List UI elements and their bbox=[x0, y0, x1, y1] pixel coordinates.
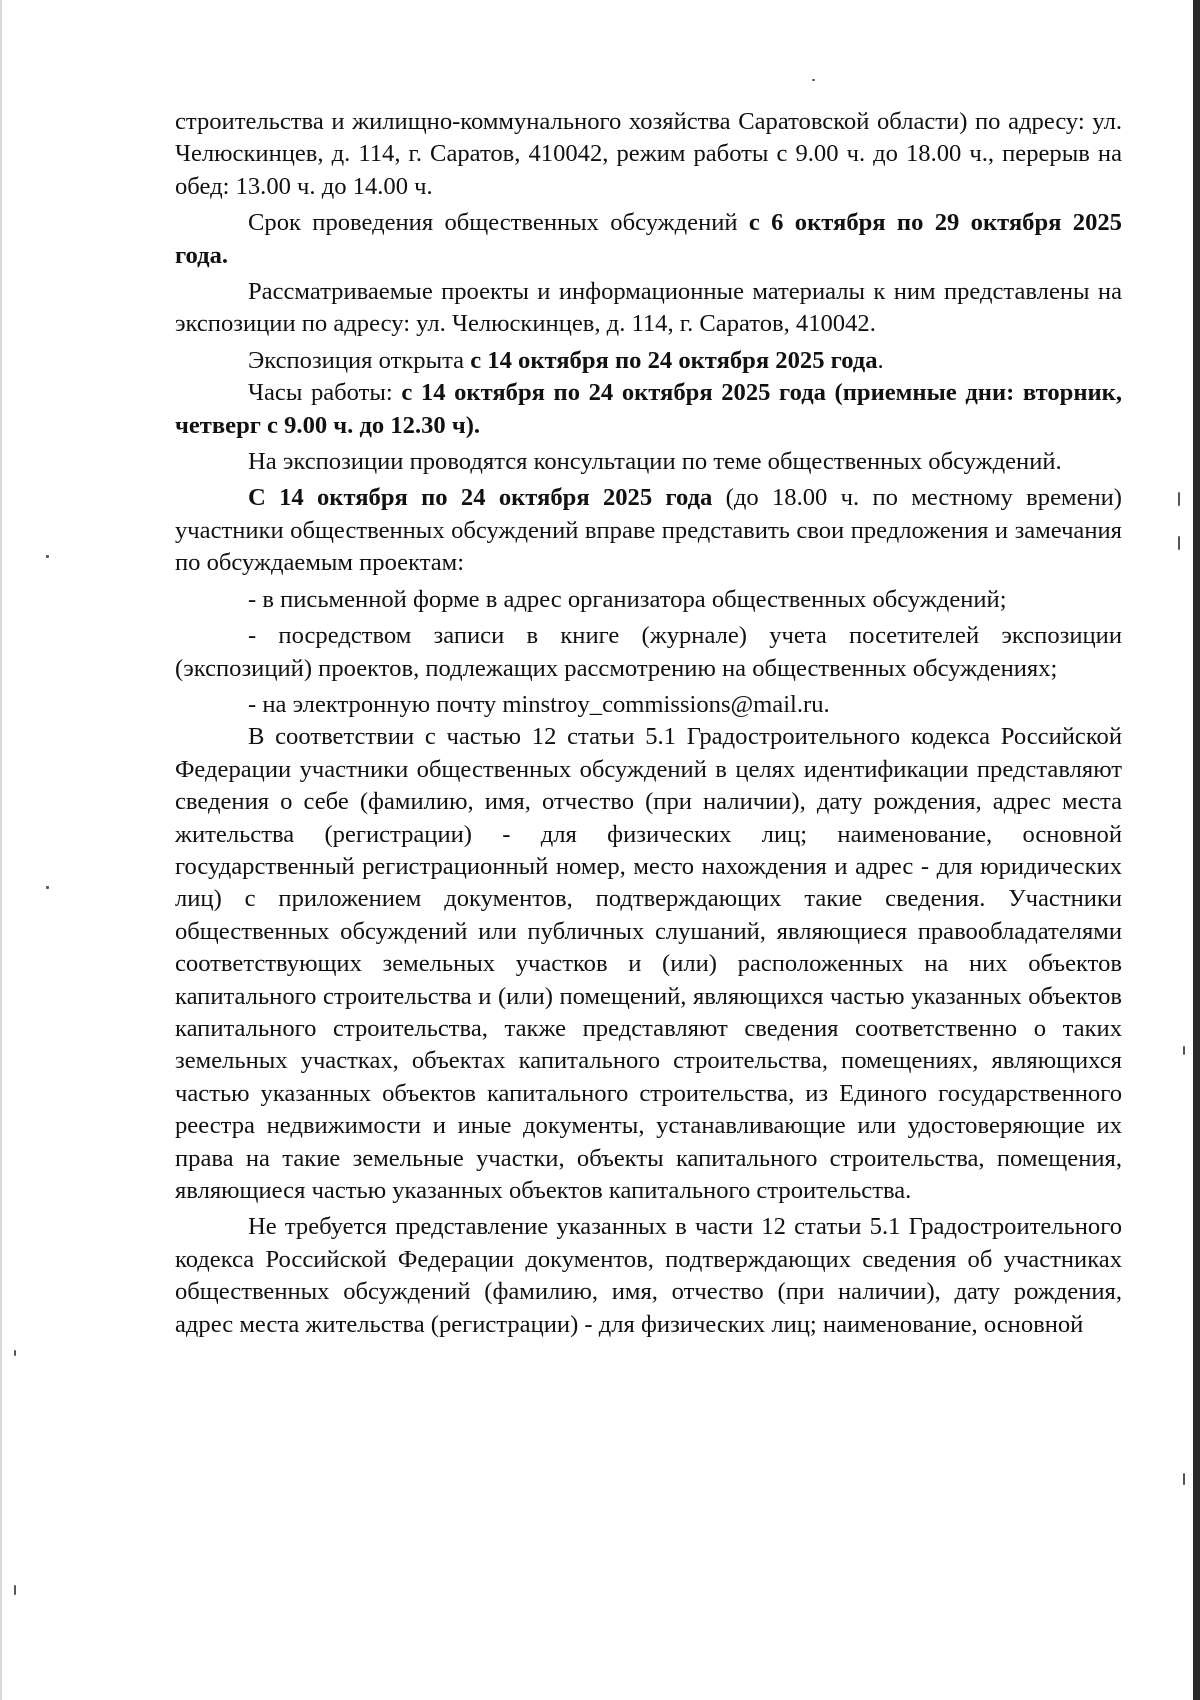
exposition-end: . bbox=[877, 346, 884, 374]
paragraph-consultations: На экспозиции проводятся консультации по теме общественных обсуждений. bbox=[248, 448, 1062, 476]
scan-speck bbox=[812, 79, 815, 81]
period-dates: с 6 октября по 29 октября 2025 года. bbox=[175, 209, 1122, 269]
paragraph-address: строительства и жилищно-коммунального хозяйства Саратовской области) по адресу: ул. Челюскинцев, д. 114, г. Саратов, 410042, режим работы с 9.00 ч. до 18.00 ч., перерыв на обед: 13.00 ч. до 14.00 ч. bbox=[175, 108, 1122, 200]
scan-speck bbox=[46, 886, 49, 889]
hours-dates: с 14 октября по 24 октября 2025 года (приемные дни: вторник, четверг с 9.00 ч. до 12.30 ч). bbox=[175, 379, 1122, 439]
paragraph-exposition bbox=[175, 345, 1122, 377]
scan-speck bbox=[1178, 492, 1180, 506]
paragraph-not-required: Не требуется представление указанных в части 12 статьи 5.1 Градостроительного кодекса Российской Федерации документов, подтверждающих сведения об участниках общественных обсуждений (фамилию, имя, отчество (при наличии), дату рождения, адрес места жительства (регистрации) - для физических лиц; наименование, основной bbox=[175, 1213, 1122, 1338]
scan-speck bbox=[1183, 1473, 1185, 1485]
scan-speck bbox=[1178, 536, 1180, 550]
scan-speck bbox=[14, 1350, 16, 1356]
period-text: Срок проведения общественных обсуждений bbox=[248, 209, 749, 237]
list-item-email: - на электронную почту minstroy_commissions@mail.ru. bbox=[248, 690, 830, 718]
scan-edge-right bbox=[1193, 0, 1200, 1700]
paragraph-hours bbox=[175, 377, 1122, 442]
scan-edge-left bbox=[0, 0, 2, 1700]
exposition-dates: с 14 октября по 24 октября 2025 года bbox=[470, 346, 878, 374]
list-item-journal: - посредством записи в книге (журнале) учета посетителей экспозиции (экспозиций) проектов, подлежащих рассмотрению на общественных обсуждениях; bbox=[175, 622, 1122, 682]
paragraph-identification: В соответствии с частью 12 статьи 5.1 Градостроительного кодекса Российской Федерации участники общественных обсуждений в целях идентификации представляют сведения о себе (фамилию, имя, отчество (при наличии), дату рождения, адрес места жительства (регистрации) - для физических лиц; наименование, основной государственный регистрационный номер, место нахождения и адрес - для юридических лиц) с приложением документов, подтверждающих такие сведения. Участники общественных обсуждений или публичных слушаний, являющиеся правообладателями соответствующих земельных участков и (или) расположенных на них объектов капитального строительства и (или) помещений, являющихся частью указанных объектов капитального строительства, также представляют сведения соответственно о таких земельных участках, объектах капитального строительства, помещениях, являющихся частью указанных объектов капитального строительства, из Единого государственного реестра недвижимости и иные документы, устанавливающие или удостоверяющие их права на такие земельные участки, объекты капитального строительства, помещения, являющиеся частью указанных объектов капитального строительства. bbox=[175, 723, 1122, 1204]
document-body bbox=[175, 106, 1122, 1341]
list-item-written: - в письменной форме в адрес организатора общественных обсуждений; bbox=[248, 585, 1007, 613]
scan-speck bbox=[1183, 1046, 1185, 1055]
paragraph-period bbox=[175, 207, 1122, 272]
scan-speck bbox=[46, 555, 49, 558]
exposition-text: Экспозиция открыта bbox=[248, 346, 471, 374]
proposals-text: (до 18.00 ч. по местному времени) участники общественных обсуждений вправе представить свои предложения и замечания по обсуждаемым проектам: bbox=[175, 484, 1122, 577]
scan-speck bbox=[14, 1585, 16, 1595]
hours-text: Часы работы: bbox=[248, 379, 402, 407]
paragraph-materials: Рассматриваемые проекты и информационные материалы к ним представлены на экспозиции по адресу: ул. Челюскинцев, д. 114, г. Саратов, 410042. bbox=[175, 278, 1122, 338]
proposals-dates: С 14 октября по 24 октября 2025 года bbox=[248, 484, 713, 512]
paragraph-proposals bbox=[175, 482, 1122, 579]
